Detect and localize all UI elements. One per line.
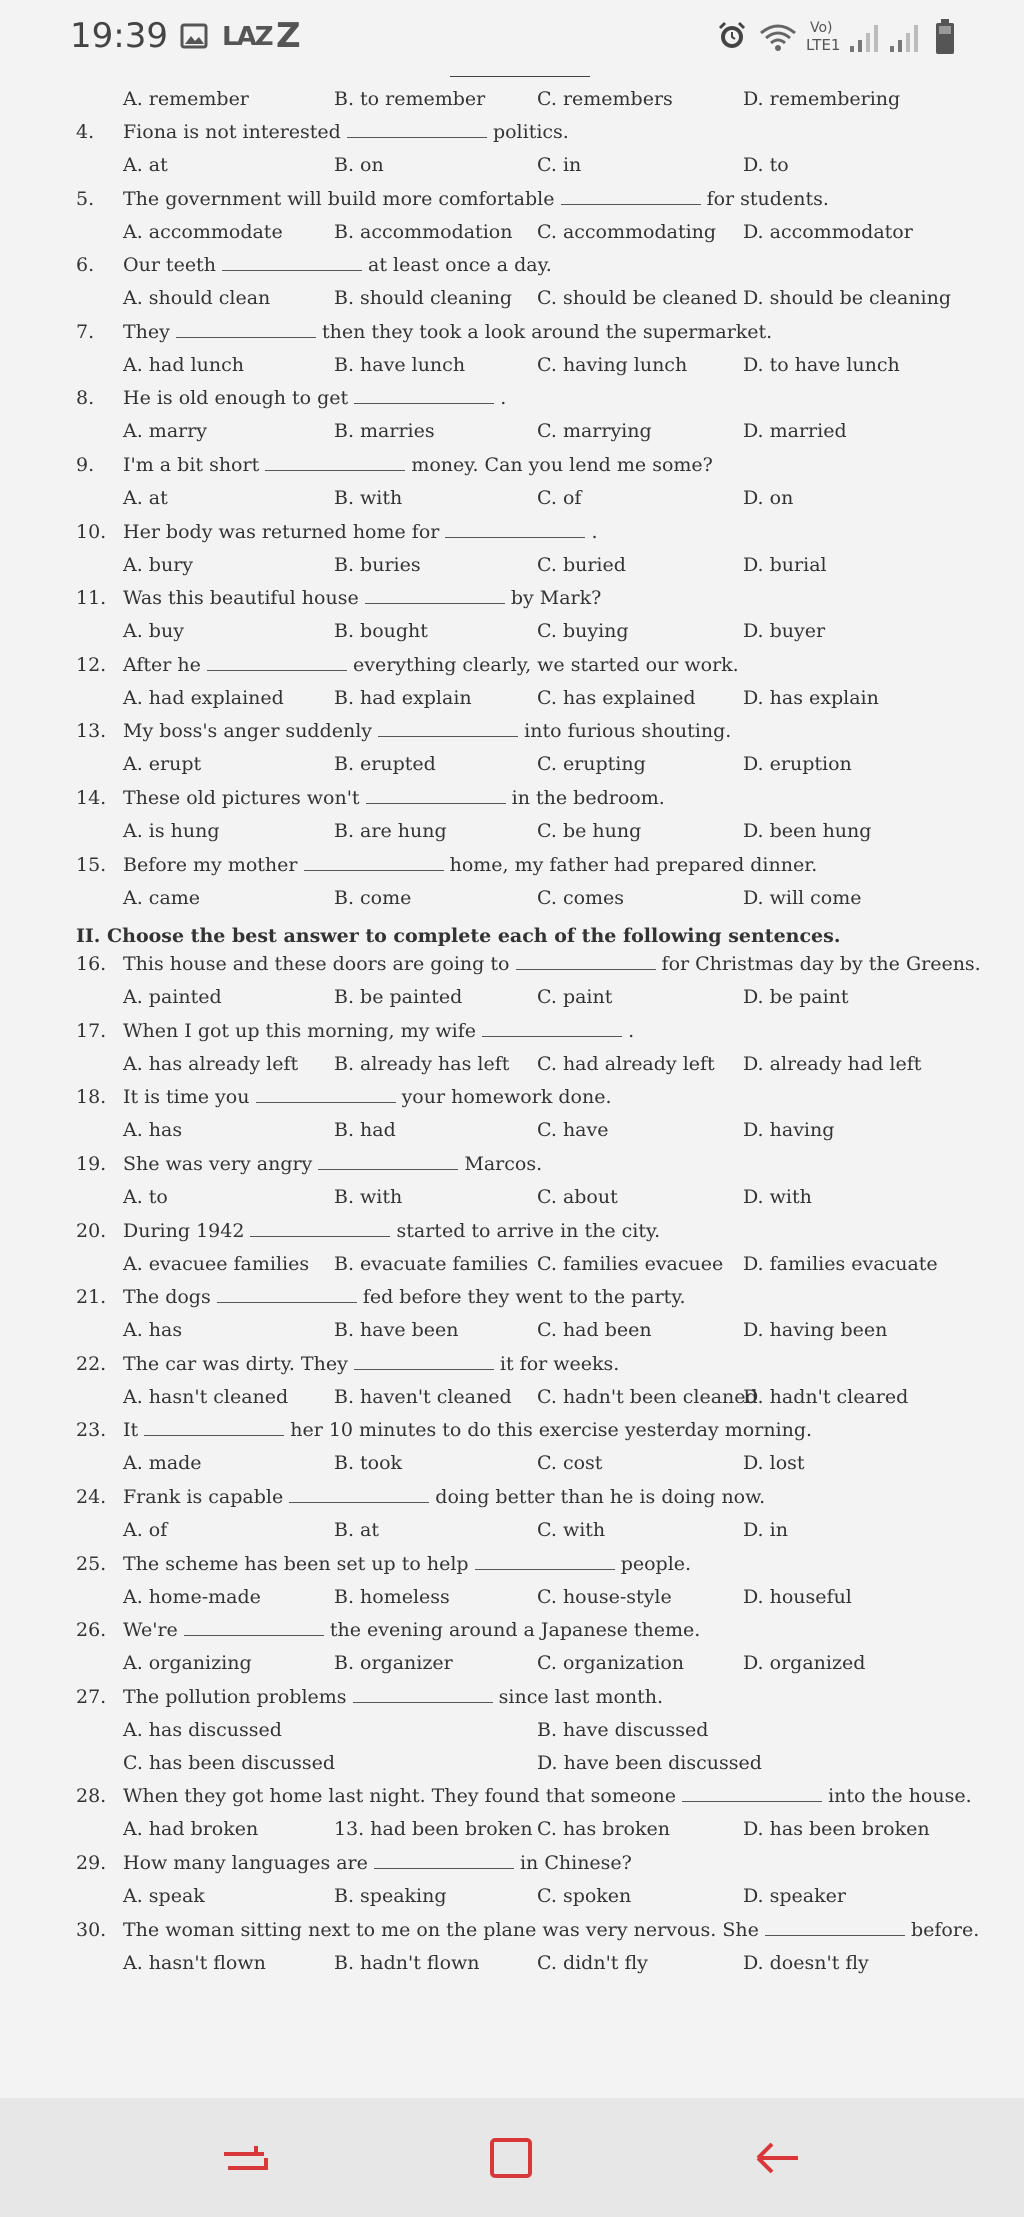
option-b[interactable]: B. be painted xyxy=(334,986,463,1009)
question-text xyxy=(123,321,772,343)
answer-blank xyxy=(207,656,347,671)
question-number: 11. xyxy=(76,587,107,610)
option-d[interactable]: D. be paint xyxy=(743,986,849,1009)
question-text-after: Marcos. xyxy=(464,1153,543,1175)
question-text-after: money. Can you lend me some? xyxy=(411,454,713,476)
question-number: 14. xyxy=(76,787,107,809)
option-c[interactable]: C. of xyxy=(537,487,582,509)
answer-blank xyxy=(365,589,505,604)
question-text-after: started to arrive in the city. xyxy=(396,1219,661,1242)
option-b[interactable]: B. are hung xyxy=(334,820,447,842)
option-c[interactable]: C. about xyxy=(537,1186,618,1208)
answer-blank xyxy=(378,722,518,737)
question-text-before: They xyxy=(123,320,170,343)
answer-blank xyxy=(184,1621,324,1636)
option-d[interactable]: D. buyer xyxy=(743,620,826,643)
question-text-before: When they got home last night. They found that someone xyxy=(123,1785,677,1808)
question-text-after: . xyxy=(500,387,507,410)
question-text xyxy=(123,654,739,676)
answer-blank xyxy=(354,389,494,404)
question-number: 9. xyxy=(76,454,95,476)
answer-blank xyxy=(475,1555,615,1570)
option-d[interactable]: D. to have lunch xyxy=(743,353,900,376)
question-text xyxy=(123,787,665,809)
option-b[interactable]: B. accommodation xyxy=(334,220,513,243)
question-number: 25. xyxy=(76,1552,107,1575)
option-a[interactable]: A. speak xyxy=(123,1885,205,1907)
question-text-after: . xyxy=(628,1019,635,1042)
answer-blank xyxy=(289,1488,429,1503)
option-b[interactable]: B. have been xyxy=(334,1319,459,1342)
option-c[interactable]: C. with xyxy=(537,1519,606,1541)
question-text-after: it for weeks. xyxy=(499,1352,620,1375)
question-text-after: into furious shouting. xyxy=(524,720,732,743)
option-d[interactable]: D. doesn't fly xyxy=(743,1951,869,1974)
option-b[interactable]: B. bought xyxy=(334,620,428,643)
option-c[interactable]: C. didn't fly xyxy=(537,1951,648,1974)
option-d[interactable]: D. on xyxy=(743,487,794,509)
option-c[interactable]: C. families evacuee xyxy=(537,1252,724,1275)
answer-blank xyxy=(445,523,585,538)
answer-blank xyxy=(682,1787,822,1802)
answer-blank xyxy=(347,123,487,138)
recent-apps-icon[interactable] xyxy=(216,2128,276,2188)
question-text xyxy=(123,1785,972,1807)
answer-blank xyxy=(765,1921,905,1936)
option-a[interactable]: A. has already left xyxy=(123,1052,299,1075)
option-c[interactable]: C. accommodating xyxy=(537,220,717,243)
option-a[interactable]: A. buy xyxy=(123,620,184,643)
question-number: 4. xyxy=(76,121,95,143)
question-text-before: The scheme has been set up to help xyxy=(123,1552,469,1575)
question-number: 27. xyxy=(76,1685,107,1708)
question-text-after: in Chinese? xyxy=(519,1852,632,1874)
option-b[interactable]: B. with xyxy=(334,1186,403,1208)
option-a[interactable]: A. is hung xyxy=(123,820,220,842)
navigation-bar xyxy=(0,2098,1024,2217)
option-b[interactable]: B. had explain xyxy=(334,686,472,709)
option-a[interactable]: A. at xyxy=(123,154,168,176)
option-c[interactable]: C. organization xyxy=(537,1652,684,1675)
section-heading: II. Choose the best answer to complete each of the following sentences. xyxy=(76,925,841,947)
question-text xyxy=(123,1353,619,1375)
answer-blank xyxy=(222,256,362,271)
question-text-before: We're xyxy=(123,1619,178,1642)
option-c[interactable]: C. comes xyxy=(537,886,625,909)
answer-blank xyxy=(176,323,316,338)
option-a[interactable]: A. should clean xyxy=(123,287,271,310)
question-text xyxy=(123,1220,660,1242)
option-d[interactable]: D. houseful xyxy=(743,1585,852,1608)
option-a[interactable]: A. erupt xyxy=(123,753,202,776)
question-text-before: The pollution problems xyxy=(123,1685,347,1708)
question-text-after: . xyxy=(591,520,598,543)
network-type-bottom: LTE1 xyxy=(806,36,841,54)
question-text xyxy=(123,720,731,742)
question-text-after: by Mark? xyxy=(510,587,602,610)
question-text xyxy=(123,1086,612,1108)
option-b[interactable]: B. hadn't flown xyxy=(334,1951,480,1974)
option-a[interactable]: A. had broken xyxy=(123,1818,259,1841)
question-number: 6. xyxy=(76,254,95,277)
question-text-before: These old pictures won't xyxy=(123,787,360,809)
option-c[interactable]: C. remembers xyxy=(537,88,673,110)
question-text xyxy=(123,1619,700,1641)
answer-blank xyxy=(354,1355,494,1370)
question-text xyxy=(123,953,981,975)
question-text xyxy=(123,521,598,543)
question-number: 29. xyxy=(76,1852,107,1874)
option-c[interactable]: C. having lunch xyxy=(537,353,688,376)
option-a[interactable]: A. accommodate xyxy=(123,220,283,243)
option-a[interactable]: A. has discussed xyxy=(123,1718,282,1741)
option-c[interactable]: C. marrying xyxy=(537,420,652,443)
question-text-after: before. xyxy=(910,1918,980,1941)
option-b[interactable]: B. organizer xyxy=(334,1652,453,1675)
question-text-after: everything clearly, we started our work. xyxy=(353,653,739,676)
question-text-after: people. xyxy=(620,1552,692,1575)
option-d[interactable]: D. having xyxy=(743,1119,835,1142)
question-number: 18. xyxy=(76,1086,107,1109)
option-c[interactable]: C. had been xyxy=(537,1319,652,1342)
question-text xyxy=(123,1020,634,1042)
question-text-before: How many languages are xyxy=(123,1852,368,1874)
option-c[interactable]: C. cost xyxy=(537,1452,603,1475)
answer-blank xyxy=(265,456,405,471)
question-text xyxy=(123,387,506,409)
option-c[interactable]: C. hadn't been cleaned xyxy=(537,1385,758,1408)
question-text-after: in the bedroom. xyxy=(511,787,665,809)
question-text xyxy=(123,1419,812,1441)
z-app-icon: Z xyxy=(276,16,301,56)
option-d[interactable]: D. to xyxy=(743,154,789,176)
option-a[interactable]: A. remember xyxy=(123,88,249,110)
option-a[interactable]: A. had explained xyxy=(123,686,284,709)
option-b[interactable]: B. at xyxy=(334,1519,380,1541)
question-text-after: home, my father had prepared dinner. xyxy=(449,853,818,876)
question-text xyxy=(123,254,552,276)
question-text-before: This house and these doors are going to xyxy=(123,953,510,976)
option-d[interactable]: D. has explain xyxy=(743,686,879,709)
option-a[interactable]: A. evacuee families xyxy=(123,1252,310,1275)
option-a[interactable]: A. organizing xyxy=(123,1652,252,1675)
question-text-after: since last month. xyxy=(498,1685,664,1708)
question-text-after: the evening around a Japanese theme. xyxy=(329,1619,701,1642)
option-a[interactable]: A. made xyxy=(123,1452,202,1475)
option-d[interactable]: D. already had left xyxy=(743,1052,922,1075)
question-text-before: She was very angry xyxy=(123,1153,313,1175)
question-text-after: fed before they went to the party. xyxy=(362,1286,686,1309)
option-d[interactable]: D. accommodator xyxy=(743,220,913,243)
option-d[interactable]: D. has been broken xyxy=(743,1818,930,1841)
option-c[interactable]: C. has been discussed xyxy=(123,1751,335,1774)
question-number: 19. xyxy=(76,1153,107,1175)
option-b[interactable]: B. should cleaning xyxy=(334,287,512,310)
option-b[interactable]: B. come xyxy=(334,886,412,909)
question-number: 23. xyxy=(76,1419,107,1442)
option-a[interactable]: A. has xyxy=(123,1319,183,1342)
option-b[interactable]: B. had xyxy=(334,1119,396,1142)
option-d[interactable]: D. with xyxy=(743,1186,812,1208)
option-b[interactable]: B. evacuate families xyxy=(334,1252,529,1275)
option-a[interactable]: A. had lunch xyxy=(123,353,244,376)
question-number: 30. xyxy=(76,1918,107,1941)
question-text-after: politics. xyxy=(492,121,569,143)
question-number: 10. xyxy=(76,520,107,543)
answer-blank xyxy=(318,1155,458,1170)
question-text xyxy=(123,1553,691,1575)
back-icon[interactable] xyxy=(748,2128,808,2188)
option-d[interactable]: D. will come xyxy=(743,886,862,909)
question-number: 7. xyxy=(76,320,95,343)
question-number: 16. xyxy=(76,953,107,976)
question-text-after: at least once a day. xyxy=(368,254,552,277)
option-b[interactable]: B. marries xyxy=(334,420,435,443)
question-text-before: My boss's anger suddenly xyxy=(123,720,373,743)
wifi-icon xyxy=(758,22,798,54)
option-d[interactable]: D. lost xyxy=(743,1452,805,1475)
option-a[interactable]: A. came xyxy=(123,886,201,909)
question-text-before: The dogs xyxy=(123,1286,211,1309)
option-a[interactable]: A. has xyxy=(123,1119,183,1142)
question-text-before: It xyxy=(123,1419,139,1442)
question-text xyxy=(123,1919,979,1941)
question-text xyxy=(123,1686,663,1708)
signal-icon-sim1 xyxy=(848,20,884,54)
option-b[interactable]: B. speaking xyxy=(334,1885,447,1907)
option-b[interactable]: 13. had been broken xyxy=(334,1818,533,1841)
option-c[interactable]: C. house-style xyxy=(537,1585,672,1608)
option-a[interactable]: A. painted xyxy=(123,986,222,1009)
option-d[interactable]: D. should be cleaning xyxy=(743,287,952,310)
option-a[interactable]: A. marry xyxy=(123,420,208,443)
question-text-before: He is old enough to get xyxy=(123,387,349,410)
question-number: 26. xyxy=(76,1619,107,1642)
question-text-before: Was this beautiful house xyxy=(123,587,359,610)
option-c[interactable]: C. have xyxy=(537,1119,609,1142)
answer-blank xyxy=(250,1222,390,1237)
question-text-before: The woman sitting next to me on the plane was very nervous. She xyxy=(123,1918,759,1941)
question-text xyxy=(123,188,829,210)
option-b[interactable]: B. buries xyxy=(334,553,421,576)
option-b[interactable]: B. already has left xyxy=(334,1052,510,1075)
question-text-after: doing better than he is doing now. xyxy=(435,1486,766,1508)
option-c[interactable]: C. buying xyxy=(537,620,629,643)
question-text-after: for students. xyxy=(706,187,829,210)
answer-blank xyxy=(256,1088,396,1103)
option-a[interactable]: A. of xyxy=(123,1519,168,1541)
question-text xyxy=(123,454,713,476)
answer-blank xyxy=(304,856,444,871)
question-text-before: Before my mother xyxy=(123,853,298,876)
option-d[interactable]: D. married xyxy=(743,420,847,443)
question-number: 20. xyxy=(76,1219,107,1242)
answer-blank xyxy=(144,1421,284,1436)
question-text xyxy=(123,854,817,876)
option-d[interactable]: D. eruption xyxy=(743,753,852,776)
option-a[interactable]: A. at xyxy=(123,487,168,509)
option-d[interactable]: D. families evacuate xyxy=(743,1252,938,1275)
option-b[interactable]: B. have lunch xyxy=(334,353,466,376)
option-c[interactable]: C. paint xyxy=(537,986,613,1009)
option-d[interactable]: D. burial xyxy=(743,553,827,576)
option-a[interactable]: A. bury xyxy=(123,553,194,576)
option-b[interactable]: B. to remember xyxy=(334,88,486,110)
option-d[interactable]: D. hadn't cleared xyxy=(743,1385,909,1408)
home-icon[interactable] xyxy=(482,2128,542,2188)
question-text-before: Fiona is not interested xyxy=(123,121,341,143)
option-d[interactable]: D. remembering xyxy=(743,88,901,110)
gallery-icon xyxy=(180,22,208,50)
option-c[interactable]: C. in xyxy=(537,154,582,176)
option-c[interactable]: C. be hung xyxy=(537,820,642,842)
option-c[interactable]: C. has explained xyxy=(537,686,696,709)
option-a[interactable]: A. hasn't cleaned xyxy=(123,1385,289,1408)
page-top-rule xyxy=(450,76,590,77)
question-number: 13. xyxy=(76,720,107,743)
option-a[interactable]: A. home-made xyxy=(123,1585,261,1608)
option-b[interactable]: B. erupted xyxy=(334,753,436,776)
option-a[interactable]: A. hasn't flown xyxy=(123,1951,266,1974)
question-number: 24. xyxy=(76,1486,107,1508)
question-number: 17. xyxy=(76,1019,107,1042)
option-d[interactable]: D. have been discussed xyxy=(537,1751,762,1774)
option-b[interactable]: B. took xyxy=(334,1452,403,1475)
question-number: 22. xyxy=(76,1352,107,1375)
question-text xyxy=(123,1153,542,1175)
question-text-after: her 10 minutes to do this exercise yesterday morning. xyxy=(290,1419,813,1442)
question-text xyxy=(123,1486,765,1508)
question-text-before: I'm a bit short xyxy=(123,454,260,476)
option-d[interactable]: D. having been xyxy=(743,1319,888,1342)
option-d[interactable]: D. been hung xyxy=(743,820,872,842)
option-d[interactable]: D. speaker xyxy=(743,1885,846,1907)
question-text-before: During 1942 xyxy=(123,1219,245,1242)
question-text-after: for Christmas day by the Greens. xyxy=(661,953,981,976)
answer-blank xyxy=(374,1854,514,1869)
option-b[interactable]: B. homeless xyxy=(334,1585,450,1608)
option-b[interactable]: B. have discussed xyxy=(537,1718,709,1741)
question-text-before: Our teeth xyxy=(123,254,216,277)
question-text-before: When I got up this morning, my wife xyxy=(123,1019,477,1042)
answer-blank xyxy=(366,789,506,804)
question-number: 5. xyxy=(76,187,95,210)
question-text-before: The government will build more comfortable xyxy=(123,187,555,210)
option-c[interactable]: C. has broken xyxy=(537,1818,670,1841)
question-text xyxy=(123,1852,632,1874)
carrier-label: LAZ xyxy=(222,22,272,52)
question-text-before: It is time you xyxy=(123,1086,250,1109)
question-text xyxy=(123,587,601,609)
question-text xyxy=(123,1286,686,1308)
answer-blank xyxy=(353,1688,493,1703)
alarm-icon xyxy=(716,20,748,52)
option-d[interactable]: D. organized xyxy=(743,1652,866,1675)
network-type-top: Vo) xyxy=(810,20,833,36)
question-text-before: After he xyxy=(123,653,201,676)
option-a[interactable]: A. to xyxy=(123,1186,168,1208)
question-text-before: The car was dirty. They xyxy=(123,1352,348,1375)
question-number: 15. xyxy=(76,853,107,876)
answer-blank xyxy=(561,190,701,205)
battery-icon xyxy=(934,18,956,56)
answer-blank xyxy=(482,1022,622,1037)
question-text-before: Her body was returned home for xyxy=(123,520,440,543)
signal-icon-sim2 xyxy=(888,20,924,54)
option-c[interactable]: C. should be cleaned xyxy=(537,287,738,310)
question-text xyxy=(123,121,569,143)
option-c[interactable]: C. spoken xyxy=(537,1885,632,1907)
question-text-after: then they took a look around the supermarket. xyxy=(321,320,773,343)
status-bar xyxy=(0,0,1024,76)
answer-blank xyxy=(516,955,656,970)
question-text-before: Frank is capable xyxy=(123,1486,284,1508)
question-number: 8. xyxy=(76,387,95,410)
clock: 19:39 xyxy=(70,16,168,56)
option-c[interactable]: C. had already left xyxy=(537,1052,715,1075)
option-c[interactable]: C. buried xyxy=(537,553,626,576)
question-text-after: your homework done. xyxy=(401,1086,612,1109)
answer-blank xyxy=(217,1288,357,1303)
option-b[interactable]: B. with xyxy=(334,487,403,509)
option-b[interactable]: B. haven't cleaned xyxy=(334,1385,512,1408)
question-number: 12. xyxy=(76,653,107,676)
question-text-after: into the house. xyxy=(828,1785,972,1808)
option-d[interactable]: D. in xyxy=(743,1519,788,1541)
question-number: 21. xyxy=(76,1286,107,1309)
question-number: 28. xyxy=(76,1785,107,1808)
option-b[interactable]: B. on xyxy=(334,154,384,176)
option-c[interactable]: C. erupting xyxy=(537,753,646,776)
